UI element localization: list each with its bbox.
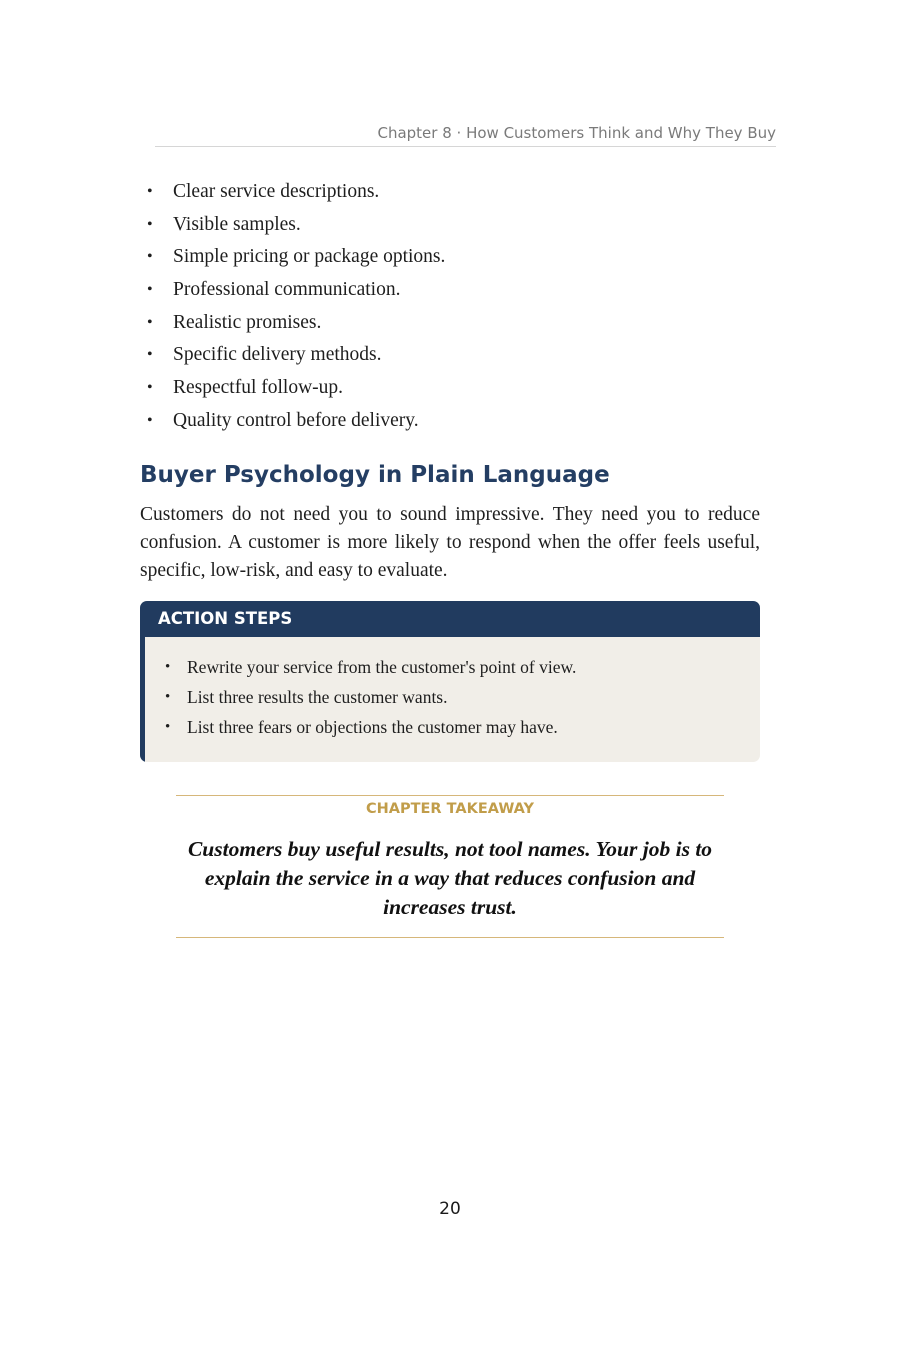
action-step-text: List three fears or objections the customer may have. (187, 717, 558, 737)
page-number: 20 (439, 1199, 461, 1219)
list-item (140, 339, 760, 372)
list-item-text: Visible samples. (173, 213, 301, 235)
action-steps-box (140, 601, 760, 762)
action-step-item (140, 682, 760, 712)
action-step-text: Rewrite your service from the customer's point of view. (187, 657, 577, 677)
list-item-text: Realistic promises. (173, 311, 322, 333)
action-step-item (140, 712, 760, 742)
bullet-icon: • (147, 281, 153, 299)
list-item-text: Quality control before delivery. (173, 409, 419, 431)
bullet-icon: • (165, 659, 171, 675)
bullet-icon: • (147, 313, 153, 331)
list-item-text: Clear service descriptions. (173, 181, 380, 202)
list-item (140, 274, 760, 307)
bullet-icon: • (147, 248, 153, 266)
action-step-text: List three results the customer wants. (187, 687, 448, 707)
bullet-icon: • (147, 411, 153, 429)
body-paragraph: Customers do not need you to sound impressive. They need you to reduce confusion. A customer is more likely to respond when the offer feels useful, specific, low-risk, and easy to evaluate. (140, 504, 760, 581)
bullet-icon: • (147, 183, 153, 200)
action-steps-list (140, 637, 760, 742)
list-item (140, 405, 760, 438)
list-item (140, 372, 760, 405)
list-item-text: Simple pricing or package options. (173, 246, 446, 268)
list-item-text: Specific delivery methods. (173, 344, 382, 366)
list-item (140, 307, 760, 340)
bullet-icon: • (147, 215, 153, 233)
list-item (140, 241, 760, 274)
list-item-text: Professional communication. (173, 279, 401, 301)
list-item-text: Respectful follow-up. (173, 377, 344, 399)
takeaway-label: CHAPTER TAKEAWAY (365, 801, 534, 817)
list-item (140, 176, 760, 209)
bullet-icon: • (147, 379, 153, 397)
section-heading: Buyer Psychology in Plain Language (140, 462, 610, 488)
running-header: Chapter 8 · How Customers Think and Why They Buy (155, 122, 776, 147)
bullet-icon: • (165, 689, 171, 705)
bullet-icon: • (147, 346, 153, 364)
action-step-item (140, 652, 760, 682)
list-item (140, 209, 760, 242)
trust-bullet-list (140, 176, 760, 438)
chapter-takeaway (176, 795, 724, 938)
takeaway-quote: Customers buy useful results, not tool names. Your job is to explain the service in a way that reduces confusion and increases trust. (187, 837, 713, 919)
action-steps-title: ACTION STEPS (140, 601, 760, 637)
bullet-icon: • (165, 719, 171, 735)
